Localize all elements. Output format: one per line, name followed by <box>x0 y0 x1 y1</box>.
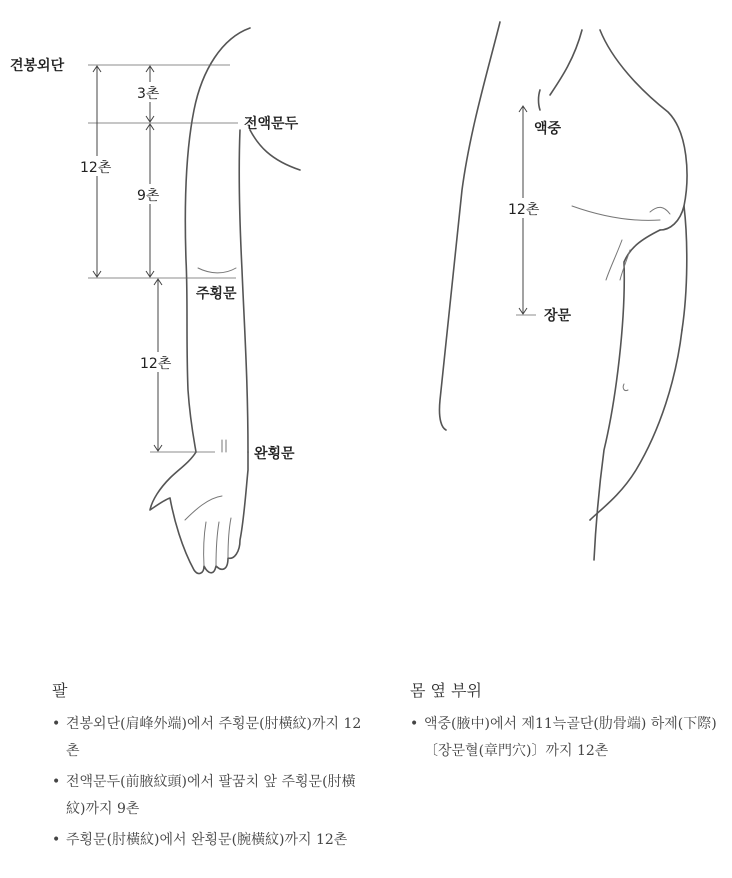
label-shoulder-end: 견봉외단 <box>10 58 65 74</box>
side-notes-heading: 몸 옆 부위 <box>410 681 482 700</box>
measure-12-chon-side: 12촌 <box>508 202 540 218</box>
label-rib-end: 장문 <box>544 308 572 324</box>
measure-12-chon-forearm: 12촌 <box>140 356 172 372</box>
arm-note-item: • 전액문두(前腋紋頭)에서 팔꿈치 앞 주횡문(肘橫紋)까지 9촌 <box>52 769 372 823</box>
measure-3-chon: 3촌 <box>137 86 160 102</box>
arm-note-item: • 견봉외단(肩峰外端)에서 주횡문(肘橫紋)까지 12촌 <box>52 711 372 765</box>
arm-notes <box>52 678 372 854</box>
arm-notes-heading: 팔 <box>52 681 68 700</box>
label-elbow-crease: 주횡문 <box>196 286 237 302</box>
side-notes <box>410 678 722 765</box>
torso-outline <box>439 22 687 560</box>
measure-12-chon-upper: 12촌 <box>80 160 112 176</box>
arm-note-item: • 주횡문(肘橫紋)에서 완횡문(腕橫紋)까지 12촌 <box>52 827 372 854</box>
measure-9-chon: 9촌 <box>137 188 160 204</box>
arm-dimension-lines <box>88 65 238 452</box>
label-wrist-crease: 완횡문 <box>254 446 295 462</box>
label-axilla-center: 액중 <box>534 121 562 137</box>
side-note-item: • 액중(腋中)에서 제11늑골단(肋骨端) 하제(下際)〔장문혈(章門穴)〕까지 12촌 <box>410 711 722 765</box>
label-front-axilla: 전액문두 <box>244 116 299 132</box>
